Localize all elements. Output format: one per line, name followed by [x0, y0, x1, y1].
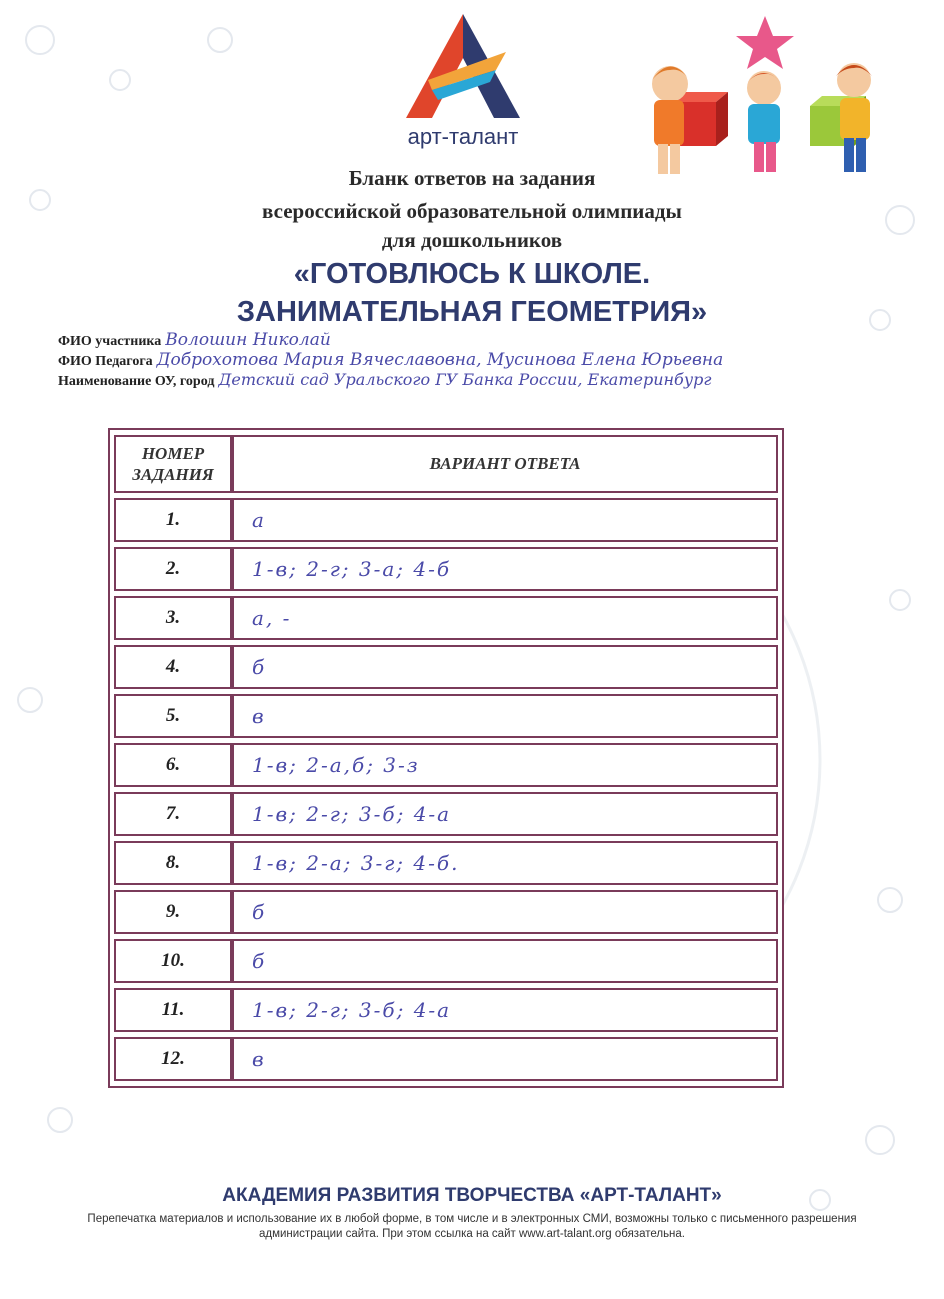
answer-cell: в: [232, 1037, 778, 1081]
task-number: 5.: [114, 694, 232, 738]
table-row: [114, 547, 778, 591]
olympiad-title-line2: ЗАНИМАТЕЛЬНАЯ ГЕОМЕТРИЯ»: [236, 296, 708, 328]
answer-cell: б: [232, 890, 778, 934]
olympiad-title-line1: «ГОТОВЛЮСЬ К ШКОЛЕ.: [293, 258, 651, 290]
table-row: [114, 596, 778, 640]
task-number: 1.: [114, 498, 232, 542]
table-row: [114, 498, 778, 542]
column-header-answer: ВАРИАНТ ОТВЕТА: [232, 435, 778, 493]
teacher-label: ФИО Педагога: [58, 354, 153, 369]
column-header-number: НОМЕР ЗАДАНИЯ: [114, 435, 232, 493]
answer-cell: в: [232, 694, 778, 738]
footer-title: АКАДЕМИЯ РАЗВИТИЯ ТВОРЧЕСТВА «АРТ-ТАЛАНТ»: [222, 1185, 722, 1206]
table-row: [114, 841, 778, 885]
task-number: 8.: [114, 841, 232, 885]
answer-cell: б: [232, 939, 778, 983]
participant-value: Волошин Николай: [165, 330, 331, 350]
answer-cell: б: [232, 645, 778, 689]
form-heading-line3: для дошкольников: [381, 228, 563, 252]
teacher-value: Доброхотова Мария Вячеславовна, Мусинова Елена Юрьевна: [156, 350, 724, 370]
table-row: [114, 890, 778, 934]
task-number: 11.: [114, 988, 232, 1032]
answer-cell: 1-в; 2-а; 3-г; 4-б.: [232, 841, 778, 885]
task-number: 2.: [114, 547, 232, 591]
answer-cell: 1-в; 2-г; 3-б; 4-а: [232, 792, 778, 836]
answer-cell: 1-в; 2-г; 3-а; 4-б: [232, 547, 778, 591]
logo-text: арт-талант: [407, 124, 519, 149]
participant-field: [58, 330, 331, 350]
logo-mark-icon: [398, 12, 528, 122]
answers-table: [108, 428, 784, 1088]
answer-cell: а: [232, 498, 778, 542]
art-talant-logo: [398, 12, 528, 162]
org-value: Детский сад Уральского ГУ Банка России, Екатеринбург: [218, 370, 712, 389]
table-row: [114, 743, 778, 787]
table-row: [114, 1037, 778, 1081]
org-field: [58, 370, 711, 390]
answer-cell: 1-в; 2-а,б; 3-з: [232, 743, 778, 787]
task-number: 7.: [114, 792, 232, 836]
participant-label: ФИО участника: [58, 334, 162, 349]
task-number: 6.: [114, 743, 232, 787]
teacher-field: [58, 350, 723, 370]
task-number: 3.: [114, 596, 232, 640]
task-number: 9.: [114, 890, 232, 934]
task-number: 12.: [114, 1037, 232, 1081]
org-label: Наименование ОУ, город: [58, 374, 215, 389]
task-number: 10.: [114, 939, 232, 983]
form-heading-line2: всероссийской образовательной олимпиады: [262, 199, 682, 223]
task-number: 4.: [114, 645, 232, 689]
children-illustration: [640, 14, 890, 184]
footer-copyright-note: Перепечатка материалов и использование их в любой форме, в том числе и в электронных СМИ, возможны только с письменного разрешения администрации сайта. При этом ссылка на сайт www.art-talant.org обязательна.: [87, 1213, 857, 1240]
table-row: [114, 792, 778, 836]
table-row: [114, 645, 778, 689]
form-heading-line1: Бланк ответов на задания: [348, 166, 596, 190]
table-row: [114, 988, 778, 1032]
table-row: [114, 694, 778, 738]
answer-cell: а, -: [232, 596, 778, 640]
table-row: [114, 939, 778, 983]
table-header-row: [114, 435, 778, 493]
answer-cell: 1-в; 2-г; 3-б; 4-а: [232, 988, 778, 1032]
